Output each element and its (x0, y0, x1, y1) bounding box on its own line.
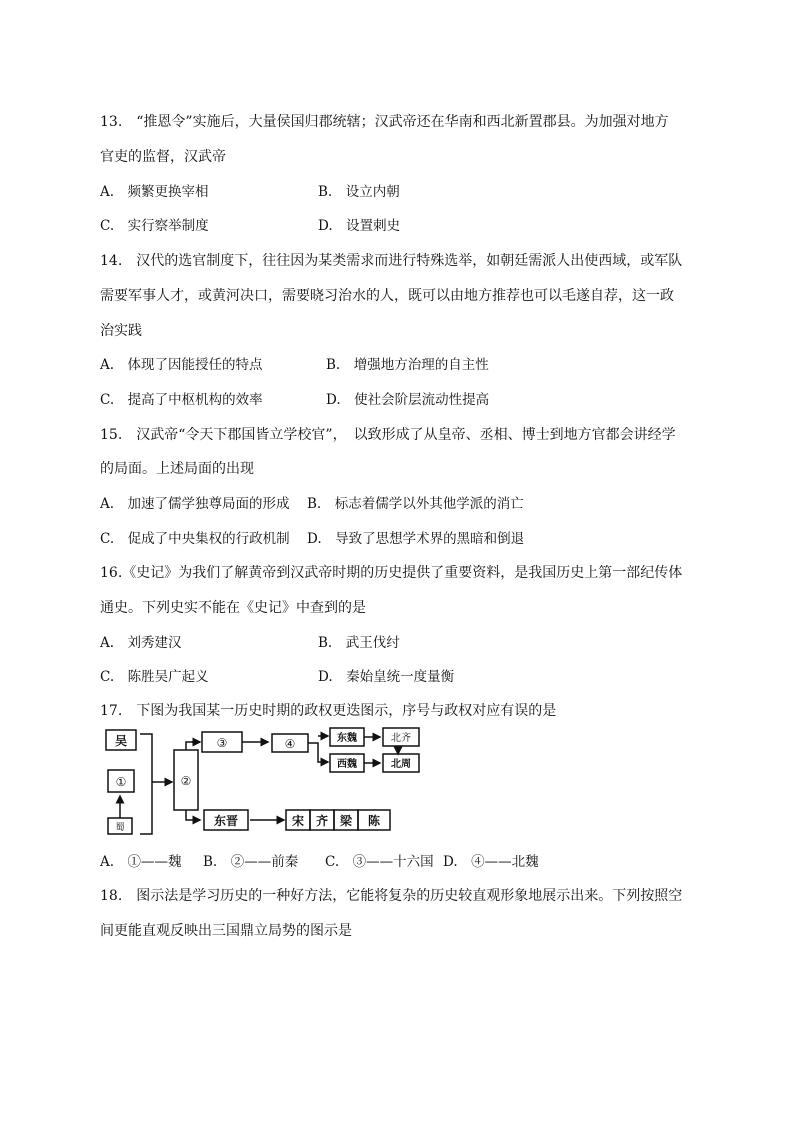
q18-stem-line-2: 间更能直观反映出三国鼎立局势的图示是 (100, 923, 352, 939)
q14-option-a: A. 体现了因能授任的特点 (100, 357, 263, 373)
node-song: 宋 (291, 814, 305, 828)
node-wu: 吴 (114, 734, 128, 748)
q16-option-b: B. 武王伐纣 (318, 635, 400, 651)
node-liang: 梁 (339, 814, 353, 828)
node-2: ② (180, 774, 192, 788)
q15-stem-line-2: 的局面。上述局面的出现 (100, 461, 254, 477)
q16-option-a: A. 刘秀建汉 (100, 635, 182, 651)
q13-stem-line-1: 13. “推恩令”实施后，大量侯国归郡统辖；汉武帝还在华南和西北新置郡县。为加强对地方 (100, 114, 669, 130)
q14-stem-line-1: 14. 汉代的选官制度下，往往因为某类需求而进行特殊选举，如朝廷需派人出使西域，或军队 (100, 253, 683, 269)
q17-option-d: D. ④——北魏 (443, 854, 539, 870)
q14-option-c: C. 提高了中枢机构的效率 (100, 392, 263, 408)
q16-stem-line-2: 通史。下列史实不能在《史记》中查到的是 (100, 600, 366, 616)
q13-option-a: A. 频繁更换宰相 (100, 184, 209, 200)
node-dongwei: 东魏 (337, 733, 357, 744)
node-qi: 齐 (315, 814, 329, 828)
q15-option-a: A. 加速了儒学独尊局面的形成 (100, 496, 290, 512)
q16-stem-line-1: 16.《史记》为我们了解黄帝到汉武帝时期的历史提供了重要资料，是我国历史上第一部纪传体 (100, 565, 683, 581)
q15-option-b: B. 标志着儒学以外其他学派的消亡 (307, 496, 524, 512)
q15-option-d: D. 导致了思想学术界的黑暗和倒退 (307, 531, 525, 547)
regime-succession-diagram (100, 726, 420, 844)
q15-stem-line-1: 15. 汉武帝“令天下郡国皆立学校官”， 以致形成了从皇帝、丞相、博士到地方官都会讲经学 (100, 427, 676, 443)
q13-stem-line-2: 官吏的监督，汉武帝 (100, 149, 226, 165)
q13-option-d: D. 设置刺史 (318, 218, 401, 234)
node-beizhou: 北周 (391, 759, 411, 770)
q14-option-b: B. 增强地方治理的自主性 (326, 357, 489, 373)
q17-option-b: B. ②——前秦 (203, 854, 299, 870)
node-beiqi: 北齐 (391, 733, 411, 744)
q14-option-d: D. 使社会阶层流动性提高 (326, 392, 490, 408)
node-chen: 陈 (367, 814, 381, 828)
q16-option-c: C. 陈胜吴广起义 (100, 669, 209, 685)
node-dongjin: 东晋 (213, 814, 239, 828)
q17-option-c: C. ③——十六国 (325, 854, 434, 870)
node-3: ③ (216, 736, 228, 750)
q13-option-b: B. 设立内朝 (318, 184, 400, 200)
q18-stem-line-1: 18. 图示法是学习历史的一种好方法，它能将复杂的历史较直观形象地展示出来。下列按照空 (100, 888, 683, 904)
q13-option-c: C. 实行察举制度 (100, 218, 209, 234)
q15-option-c: C. 促成了中央集权的行政机制 (100, 531, 290, 547)
node-1: ① (115, 775, 127, 789)
q14-stem-line-3: 治实践 (100, 323, 142, 339)
node-shu: 蜀 (115, 823, 125, 833)
q14-stem-line-2: 需要军事人才，或黄河决口，需要晓习治水的人，既可以由地方推荐也可以毛遂自荐，这一政 (100, 288, 674, 304)
q16-option-d: D. 秦始皇统一度量衡 (318, 669, 455, 685)
q17-stem: 17. 下图为我国某一历史时期的政权更迭图示，序号与政权对应有误的是 (100, 703, 557, 719)
node-4: ④ (284, 737, 296, 751)
q17-option-a: A. ①——魏 (100, 854, 182, 870)
node-xiwei: 西魏 (337, 759, 357, 770)
